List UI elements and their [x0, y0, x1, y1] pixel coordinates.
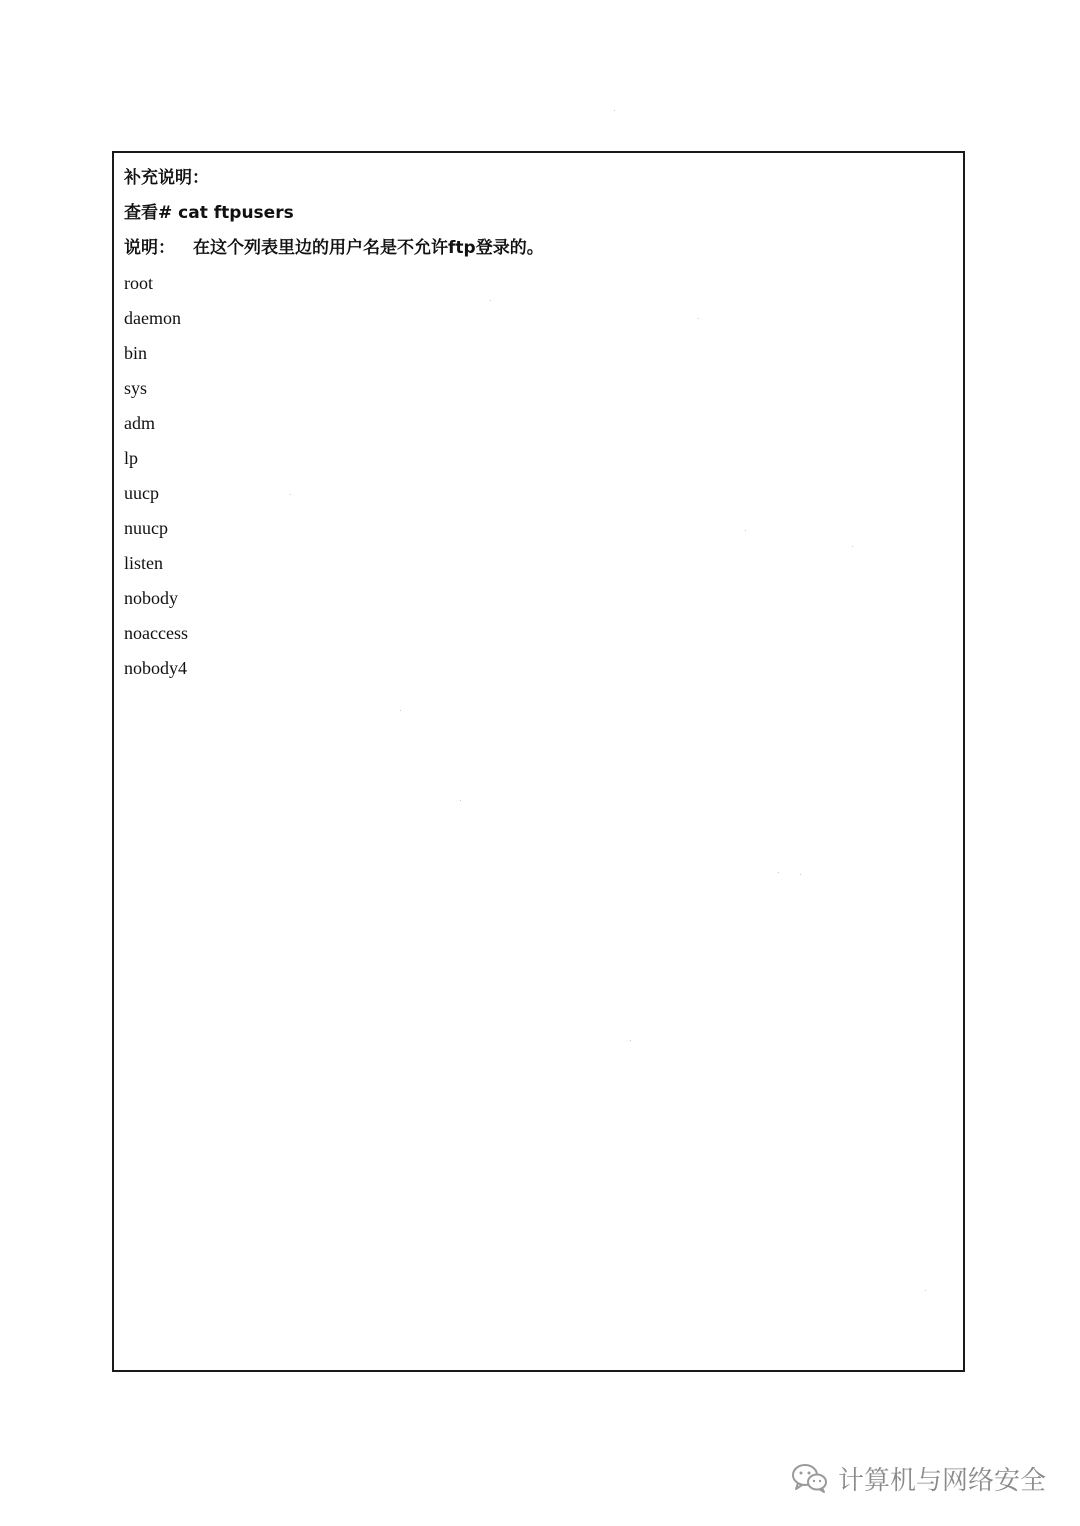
- user-list-item: nobody: [124, 588, 178, 608]
- user-list-item: lp: [124, 448, 139, 468]
- watermark-text: 计算机与网络安全: [837, 1465, 1046, 1496]
- scan-speck: [400, 710, 401, 711]
- scan-speck: [925, 1290, 926, 1291]
- user-list-item: noaccess: [124, 623, 188, 643]
- scan-speck: [290, 494, 291, 495]
- scan-speck: [800, 874, 801, 875]
- user-list-item: root: [124, 273, 153, 293]
- document-content: [124, 161, 953, 686]
- scan-speck: [698, 318, 699, 319]
- scan-speck: [745, 530, 746, 531]
- user-list-item: listen: [124, 553, 163, 573]
- user-list-item: uucp: [124, 483, 159, 503]
- document-frame: [112, 151, 965, 1372]
- user-list-item: daemon: [124, 308, 181, 328]
- user-list-item: bin: [124, 343, 148, 363]
- scan-speck: [614, 110, 615, 111]
- user-list-item: adm: [124, 413, 155, 433]
- supplement-heading: 补充说明：: [124, 168, 209, 188]
- watermark: [790, 1458, 1046, 1498]
- user-list-item: nobody4: [124, 658, 187, 678]
- note-label: 说明：: [124, 238, 175, 258]
- user-list-item: sys: [124, 378, 148, 398]
- scan-speck: [490, 300, 491, 301]
- scan-speck: [852, 546, 853, 547]
- scan-speck: [630, 1040, 631, 1041]
- user-list-item: nuucp: [124, 518, 168, 538]
- wechat-icon: [790, 1462, 830, 1494]
- note-text: 在这个列表里边的用户名是不允许ftp登录的。: [193, 238, 544, 258]
- note-line: [124, 231, 953, 266]
- scan-speck: [778, 872, 779, 873]
- command-line: 查看# cat ftpusers: [124, 203, 294, 223]
- scan-speck: [460, 800, 461, 801]
